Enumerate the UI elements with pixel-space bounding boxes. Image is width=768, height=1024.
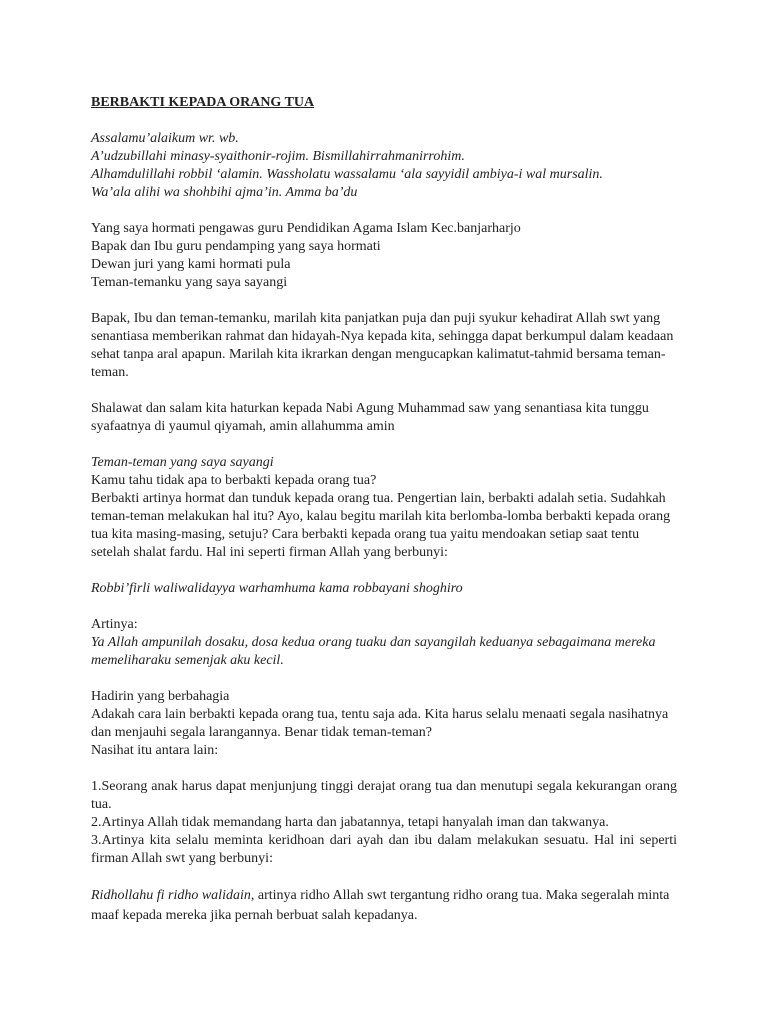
greeting-line: Dewan juri yang kami hormati pula — [91, 257, 291, 272]
opening-salutation — [91, 130, 677, 202]
paragraph-puji-syukur: Bapak, Ibu dan teman-temanku, marilah kita panjatkan puja dan puji syukur kehadirat Allah swt yang senantiasa memberikan rahmat dan hidayah-Nya kepada kita, sehingga dapat berkumpul dalam keadaan sehat tanpa aral apapun. Marilah kita ikrarkan dengan mengucapkan kalimatut-tahmid bersama teman-teman. — [91, 311, 674, 380]
greeting-line: Yang saya hormati pengawas guru Pendidikan Agama Islam Kec.banjarharjo — [91, 221, 521, 236]
section-teman — [91, 454, 677, 562]
greeting-line: Teman-temanku yang saya sayangi — [91, 275, 288, 290]
opening-line: A’udzubillahi minasy-syaithonir-rojim. Bismillahirrahmanirrohim. — [91, 149, 465, 164]
artinya-label: Artinya: — [91, 617, 138, 632]
section-hadirin — [91, 688, 677, 760]
section-line: Kamu tahu tidak apa to berbakti kepada orang tua? — [91, 473, 377, 488]
section-heading: Teman-teman yang saya sayangi — [91, 455, 274, 470]
section-heading: Hadirin yang berbahagia — [91, 689, 230, 704]
artinya-text: Ya Allah ampunilah dosaku, dosa kedua orang tuaku dan sayangilah keduanya sebagaimana mereka memeliharaku semenjak aku kecil. — [91, 635, 656, 668]
list-item: 1.Seorang anak harus dapat menjunjung tinggi derajat orang tua dan menutupi segala kekurangan orang tua. — [91, 779, 677, 812]
closing-italic: Ridhollahu fi ridho walidain — [91, 888, 251, 903]
document-title: BERBAKTI KEPADA ORANG TUA — [91, 95, 315, 110]
opening-line: Assalamu’alaikum wr. wb. — [91, 131, 239, 146]
paragraph-shalawat: Shalawat dan salam kita haturkan kepada Nabi Agung Muhammad saw yang senantiasa kita tunggu syafaatnya di yaumul qiyamah, amin allahumma amin — [91, 401, 649, 434]
nasihat-list — [91, 778, 677, 868]
section-lead: Nasihat itu antara lain: — [91, 743, 219, 758]
closing-rest: , artinya ridho Allah swt tergantung ridho orang tua. Maka segeralah minta maaf kepada mereka jika pernah berbuat salah kepadanya. — [91, 888, 670, 923]
opening-line: Wa’ala alihi wa shohbihi ajma’in. Amma ba’du — [91, 185, 358, 200]
opening-line: Alhamdulillahi robbil ‘alamin. Wassholatu wassalamu ‘ala sayyidil ambiya-i wal mursalin. — [91, 167, 603, 182]
list-item: 3.Artinya kita selalu meminta keridhoan dari ayah dan ibu dalam melakukan sesuatu. Hal ini seperti firman Allah swt yang berbunyi: — [91, 833, 677, 866]
document-page — [91, 94, 677, 944]
section-text: Adakah cara lain berbakti kepada orang tua, tentu saja ada. Kita harus selalu menaati segala nasihatnya dan menjauhi segala larangannya. Benar tidak teman-teman? — [91, 707, 669, 740]
list-item: 2.Artinya Allah tidak memandang harta dan jabatannya, tetapi hanyalah iman dan takwanya. — [91, 815, 609, 830]
doa-arabic: Robbi’firli waliwalidayya warhamhuma kama robbayani shoghiro — [91, 581, 463, 596]
greeting-line: Bapak dan Ibu guru pendamping yang saya hormati — [91, 239, 381, 254]
section-line: Berbakti artinya hormat dan tunduk kepada orang tua. Pengertian lain, berbakti adalah setia. Sudahkah teman-teman melakukan hal itu? Ayo, kalau begitu marilah kita berlomba-lomba berbakti kepada orang tua kita masing-masing, setuju? Cara berbakti kepada orang tua yaitu mendoakan setiap saat tentu setelah shalat fardu. Hal ini seperti firman Allah yang berbunyi: — [91, 491, 671, 560]
greetings-block — [91, 220, 677, 292]
closing-paragraph — [91, 886, 677, 926]
artinya-block — [91, 616, 677, 670]
